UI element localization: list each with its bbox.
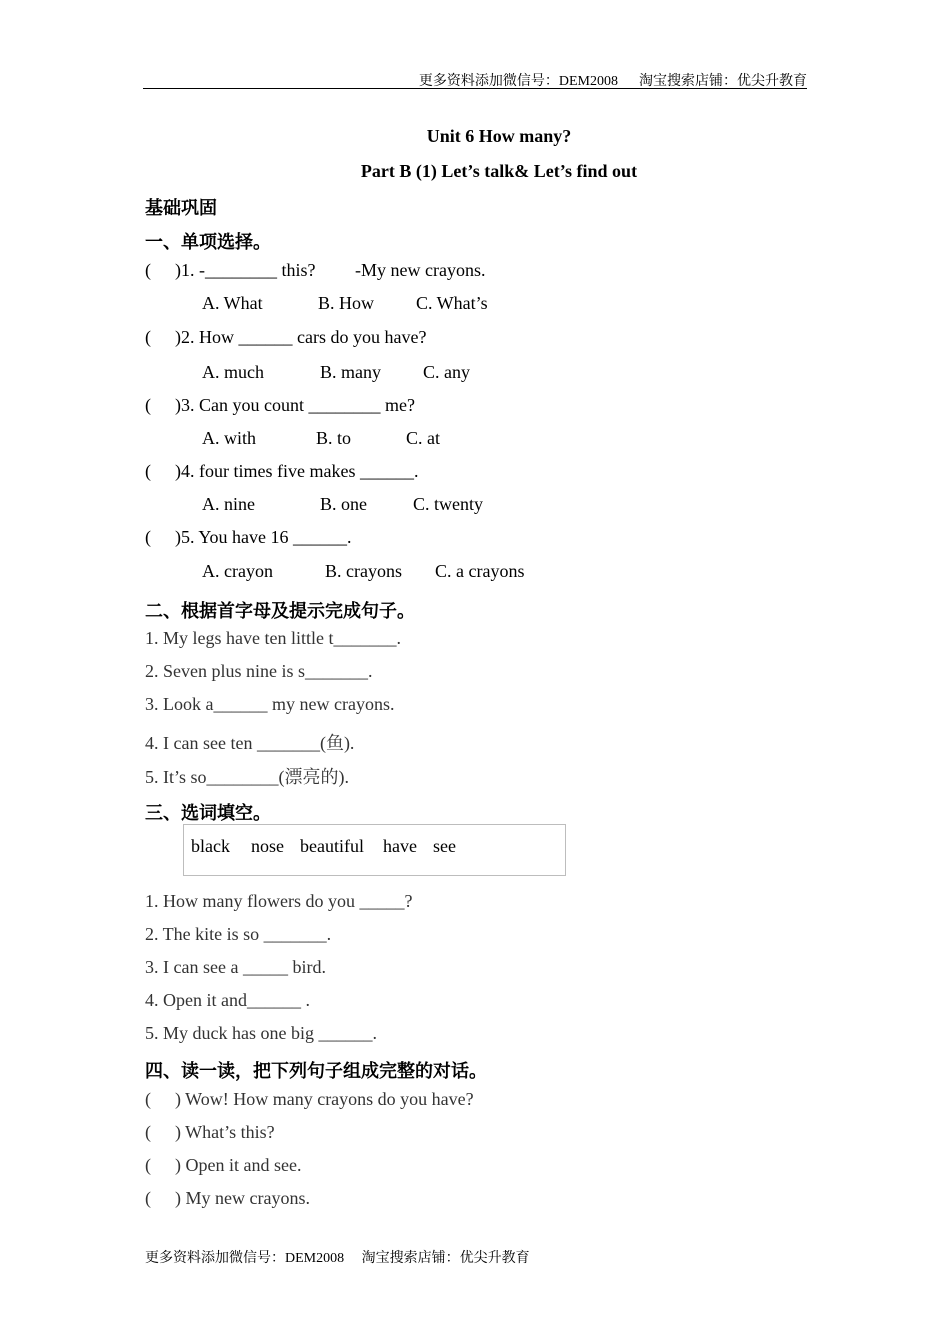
mc-option: C. any xyxy=(423,362,470,382)
word-bank-word: nose xyxy=(251,836,284,856)
word-fill-sentence-4: 4. Open it and______ . xyxy=(145,990,310,1010)
word-bank-word: have xyxy=(383,836,417,856)
mc-question-1-response: -My new crayons. xyxy=(355,260,486,280)
footer-contact: 更多资料添加微信号：DEM2008 xyxy=(145,1251,345,1266)
word-fill-sentence-3: 3. I can see a _____ bird. xyxy=(145,957,326,977)
mc-option: C. at xyxy=(406,428,440,448)
mc-option: B. How xyxy=(318,293,375,313)
page-footer xyxy=(145,1247,530,1267)
mc-option: B. many xyxy=(320,362,381,382)
footer-shop: 淘宝搜索店铺：优尖升教育 xyxy=(361,1251,530,1266)
mc-option: B. one xyxy=(320,494,367,514)
mc-option: A. nine xyxy=(202,494,255,514)
mc-option: C. What’s xyxy=(416,293,488,313)
section4-heading: 四、读一读，把下列句子组成完整的对话。 xyxy=(145,1061,487,1082)
mc-question-1: ( )1. -________ this? xyxy=(145,260,316,280)
fill-sentence-2: 2. Seven plus nine is s_______. xyxy=(145,661,373,681)
mc-option: B. to xyxy=(316,428,352,448)
word-fill-sentence-5: 5. My duck has one big ______. xyxy=(145,1023,377,1043)
fill-sentence-1: 1. My legs have ten little t_______. xyxy=(145,628,401,648)
word-fill-sentence-1: 1. How many flowers do you _____? xyxy=(145,891,413,911)
section3-heading: 三、选词填空。 xyxy=(145,803,271,824)
mc-question-4: ( )4. four times five makes ______. xyxy=(145,461,419,481)
part-title: Part B (1) Let’s talk& Let’s find out xyxy=(360,161,638,181)
fill-sentence-5: 5. It’s so________(漂亮的). xyxy=(145,767,349,787)
word-bank-word: see xyxy=(433,836,456,856)
unit-title: Unit 6 How many? xyxy=(426,126,572,146)
header-contact: 更多资料添加微信号：DEM2008 xyxy=(418,74,618,89)
mc-option: B. crayons xyxy=(325,561,402,581)
dialogue-line-3: ( ) Open it and see. xyxy=(145,1155,302,1175)
mc-option: A. What xyxy=(202,293,263,313)
mc-option: A. much xyxy=(202,362,264,382)
mc-question-2: ( )2. How ______ cars do you have? xyxy=(145,327,427,347)
section2-heading: 二、根据首字母及提示完成句子。 xyxy=(145,601,415,622)
word-bank-word: beautiful xyxy=(300,836,364,856)
dialogue-line-1: ( ) Wow! How many crayons do you have? xyxy=(145,1089,474,1109)
word-bank-box xyxy=(183,824,566,876)
dialogue-line-4: ( ) My new crayons. xyxy=(145,1188,310,1208)
header-shop: 淘宝搜索店铺：优尖升教育 xyxy=(639,74,807,89)
header-rule xyxy=(143,88,807,89)
category-heading: 基础巩固 xyxy=(145,198,217,219)
page-header xyxy=(419,70,807,90)
fill-sentence-3: 3. Look a______ my new crayons. xyxy=(145,694,395,714)
word-fill-sentence-2: 2. The kite is so _______. xyxy=(145,924,332,944)
mc-option: C. a crayons xyxy=(435,561,525,581)
word-bank-word: black xyxy=(191,836,230,856)
fill-sentence-4: 4. I can see ten _______(鱼). xyxy=(145,733,355,753)
mc-option: A. with xyxy=(202,428,256,448)
mc-option: A. crayon xyxy=(202,561,273,581)
mc-question-5: ( )5. You have 16 ______. xyxy=(145,527,352,547)
mc-question-3: ( )3. Can you count ________ me? xyxy=(145,395,415,415)
section1-heading: 一、单项选择。 xyxy=(145,232,271,253)
dialogue-line-2: ( ) What’s this? xyxy=(145,1122,275,1142)
mc-option: C. twenty xyxy=(413,494,483,514)
